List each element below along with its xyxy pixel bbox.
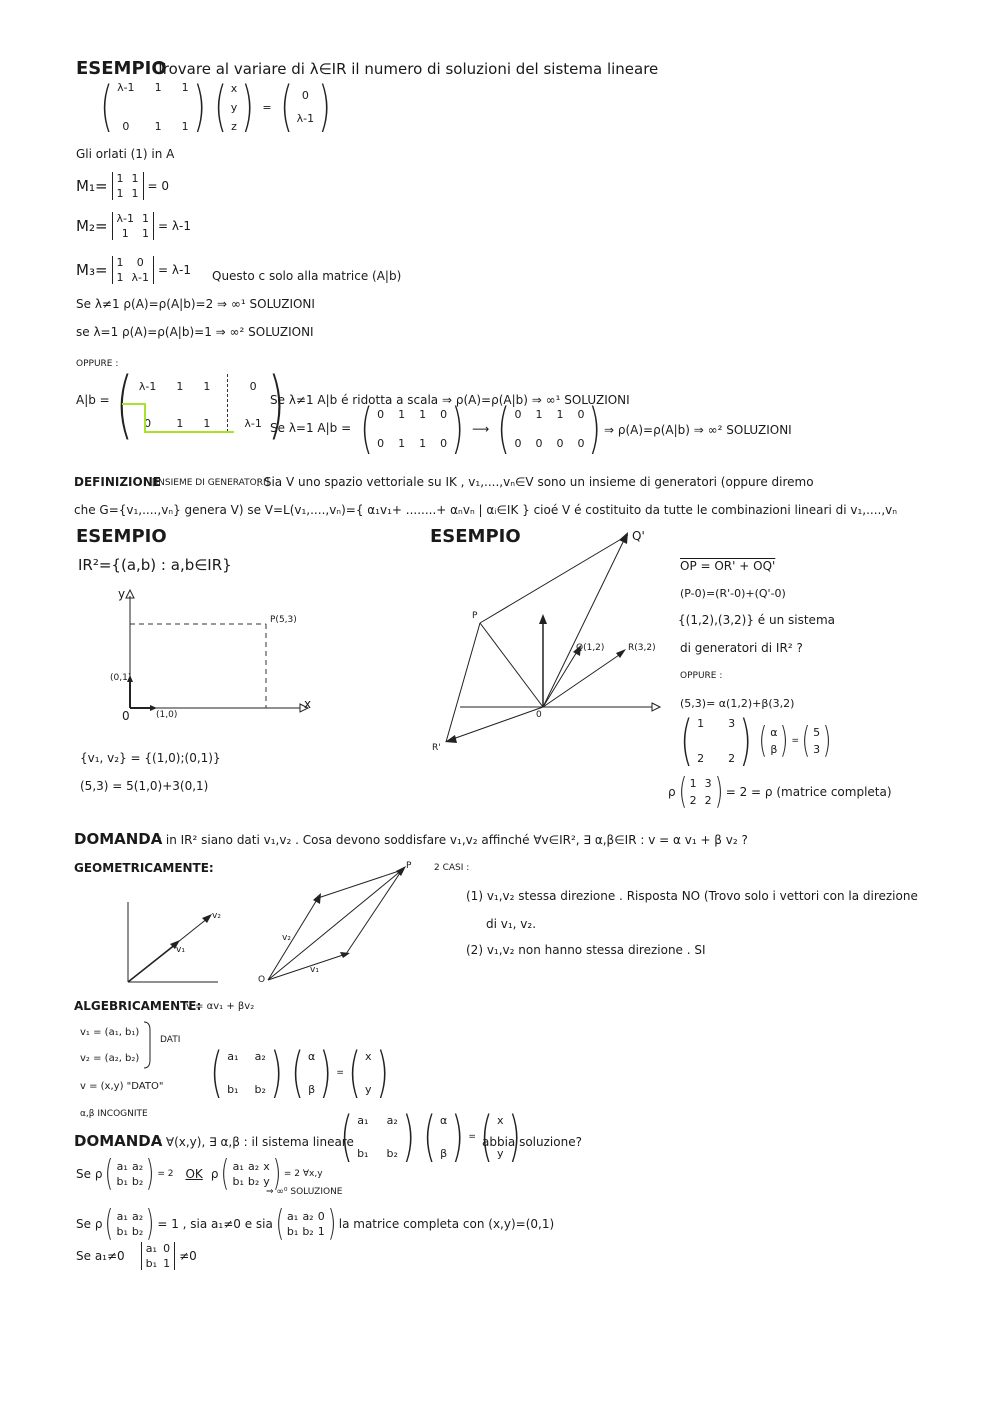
m3-note: Questo c solo alla matrice (A|b) xyxy=(212,269,402,283)
vector-v1-label-2: v₁ xyxy=(310,965,319,975)
point-q: Q(1,2) xyxy=(576,643,605,653)
data-v: v = (x,y) "DATO" xyxy=(80,1081,164,1092)
matrix-cell: 1 xyxy=(181,81,189,94)
example-heading: ESEMPIO xyxy=(76,58,167,79)
data-v1: v₁ = (a₁, b₁) xyxy=(80,1027,140,1038)
augmented-matrix: ( λ-1 1 1 0 0 1 1 λ-1 ) xyxy=(115,362,285,448)
scala-line-1: Se λ≠1 A|b é ridotta a scala ⇒ ρ(A)=ρ(A|b) ⇒ ∞¹ SOLUZIONI xyxy=(270,393,630,407)
example-text: : Trovare al variare di λ∈IR il numero di soluzioni del sistema lineare xyxy=(146,60,659,78)
example3-heading: ESEMPIO xyxy=(430,526,521,547)
determinant-line: Se a₁≠0 a₁ 0 b₁ 1 ≠0 xyxy=(76,1242,197,1270)
rhs-cell: 0 xyxy=(301,89,309,102)
combination-equation: (5,3)= α(1,2)+β(3,2) xyxy=(680,697,795,710)
generators-question-2: di generatori di IR² ? xyxy=(680,641,803,655)
var-cell: y xyxy=(230,100,238,114)
vector-v2-label: v₂ xyxy=(212,911,221,921)
e2-label: (0,1) xyxy=(110,673,132,683)
algebraic-matrix: ( a₁ a₂ b₁ b₂ ) ( α β ) = ( x y ) xyxy=(210,1041,389,1104)
point-q-prime: Q' xyxy=(632,529,645,543)
domanda-heading: DOMANDA xyxy=(74,830,163,848)
vector-equation: OP = OR' + OQ' xyxy=(680,559,776,573)
data-label: DATI xyxy=(160,1035,181,1045)
generators-set: {v₁, v₂} = {(1,0);(0,1)} xyxy=(80,751,221,765)
minor-m3: M₃= 1 0 1 λ-1 = λ-1 xyxy=(76,256,191,284)
point-r: R(3,2) xyxy=(628,643,656,653)
unknowns-label: α,β INCOGNITE xyxy=(80,1109,148,1119)
rank-line-2: Se ρ ( a₁ a₂ b₁ b₂ ) = 1 , sia a₁≠0 e sia ( a₁ a₂ 0 b₁ b₂ 1 ) la matrice completa con (x,y)=(0,1) xyxy=(76,1203,555,1244)
r2-definition: IR²={(a,b) : a,b∈IR} xyxy=(78,556,232,574)
linear-combination: (5,3) = 5(1,0)+3(0,1) xyxy=(80,779,209,793)
definition-sub: [INSIEME DI GENERATORI] xyxy=(152,478,270,488)
domanda2-heading: DOMANDA xyxy=(74,1132,163,1150)
rank-expression: ρ ( 1 3 2 2 ) = 2 = ρ (matrice completa) xyxy=(668,771,892,812)
var-cell: z xyxy=(231,119,237,133)
vector-v1-label: v₁ xyxy=(176,945,185,955)
y-axis-label: y xyxy=(118,587,126,601)
matrix-cell: 1 xyxy=(154,81,162,94)
geometric-heading: GEOMETRICAMENTE: xyxy=(74,861,214,875)
origin-label: 0 xyxy=(122,709,130,723)
case-1-line-2: di v₁, v₂. xyxy=(486,917,537,931)
scala-result: ⇒ ρ(A)=ρ(A|b) ⇒ ∞² SOLUZIONI xyxy=(604,423,792,437)
matrix-cell: λ-1 xyxy=(117,81,135,94)
solution-note: ⇒ ∞⁰ SOLUZIONE xyxy=(266,1187,343,1197)
rank-line-1: Se ρ ( a₁ a₂ b₁ b₂ ) = 2 OK ρ ( a₁ a₂ x b₁ b₂ y ) = 2 ∀x,y xyxy=(76,1153,323,1194)
definition-line-2: che G={v₁,....,vₙ} genera V) se V=L(v₁,....,vₙ)={ α₁v₁+ ........+ αₙvₙ | αᵢ∈IK } cioé V é costituito da tutte le combinazioni lineari di v₁,....,vₙ xyxy=(74,503,898,517)
ok-label: OK xyxy=(185,1167,203,1181)
point-p-label: P(5,3) xyxy=(270,615,297,625)
data-v2: v₂ = (a₂, b₂) xyxy=(80,1053,140,1064)
point-equation: (P-0)=(R'-0)+(Q'-0) xyxy=(680,587,786,600)
oppure-label: OPPURE : xyxy=(76,359,119,369)
point-p-2: P xyxy=(406,861,412,871)
domanda2-text: : ∀(x,y), ∃ α,β : il sistema lineare xyxy=(158,1135,354,1149)
rhs-cell: λ-1 xyxy=(296,112,315,125)
domanda-text: : in IR² siano dati v₁,v₂ . Cosa devono soddisfare v₁,v₂ affinché ∀v∈IR², ∃ α,β∈IR : v = α v₁ + β v₂ ? xyxy=(158,833,748,847)
case-lambda-eq-1: se λ=1 ρ(A)=ρ(A|b)=1 ⇒ ∞² SOLUZIONI xyxy=(76,325,314,339)
oppure-label-2: OPPURE : xyxy=(680,671,723,681)
two-cases-label: 2 CASI : xyxy=(434,863,470,873)
domanda2-tail: abbia soluzione? xyxy=(482,1135,582,1149)
scala-label: Se λ=1 A|b = xyxy=(270,421,352,435)
system-matrix: ( λ-1 1 1 0 1 1 ) ( x y z ) = ( 0 λ-1 ) xyxy=(100,75,331,138)
scala-matrix-1: ( 0 1 1 0 0 1 1 0 ) ⟶ ( 0 1 1 0 0 0 0 0 ) xyxy=(360,397,602,460)
coeff-matrix: ( 1 3 2 2 ) ( α β ) = ( 5 3 ) xyxy=(680,709,832,772)
minor-m1: M₁= 1 1 1 1 = 0 xyxy=(76,172,170,200)
point-p: P xyxy=(472,611,478,621)
vector-v2-label-2: v₂ xyxy=(282,933,291,943)
matrix-cell: 1 xyxy=(154,120,162,133)
case-1-line-1: (1) v₁,v₂ stessa direzione . Risposta NO (Trovo solo i vettori con la direzione xyxy=(466,889,918,903)
minor-m2: M₂= λ-1 1 1 1 = λ-1 xyxy=(76,212,191,240)
case-2-line: (2) v₁,v₂ non hanno stessa direzione . SI xyxy=(466,943,706,957)
var-cell: x xyxy=(230,81,238,95)
point-r-prime: R' xyxy=(432,743,441,753)
domanda2-matrix: ( a₁ a₂ b₁ b₂ ) ( α β ) = ( x y ) xyxy=(340,1105,521,1168)
matrix-cell: 0 xyxy=(122,120,130,133)
case-lambda-neq-1: Se λ≠1 ρ(A)=ρ(A|b)=2 ⇒ ∞¹ SOLUZIONI xyxy=(76,297,315,311)
orlati-text: Gli orlati (1) in A xyxy=(76,147,175,161)
example2-heading: ESEMPIO xyxy=(76,526,167,547)
definition-heading: DEFINIZIONE xyxy=(74,475,161,489)
algebraic-equation: v = αv₁ + βv₂ xyxy=(186,1001,255,1012)
origin-o: 0 xyxy=(536,710,542,720)
e1-label: (1,0) xyxy=(156,710,178,720)
generators-question-1: {(1,2),(3,2)} é un sistema xyxy=(678,613,835,627)
algebraic-heading: ALGEBRICAMENTE: xyxy=(74,999,202,1013)
definition-line-1: : Sia V uno spazio vettoriale su IK , v₁,....,vₙ∈V sono un insieme di generatori (oppure diremo xyxy=(256,475,814,489)
matrix-cell: 1 xyxy=(181,120,189,133)
aib-label: A|b = xyxy=(76,393,110,407)
origin-o-2: O xyxy=(258,975,266,985)
x-axis-label: x xyxy=(304,697,312,711)
